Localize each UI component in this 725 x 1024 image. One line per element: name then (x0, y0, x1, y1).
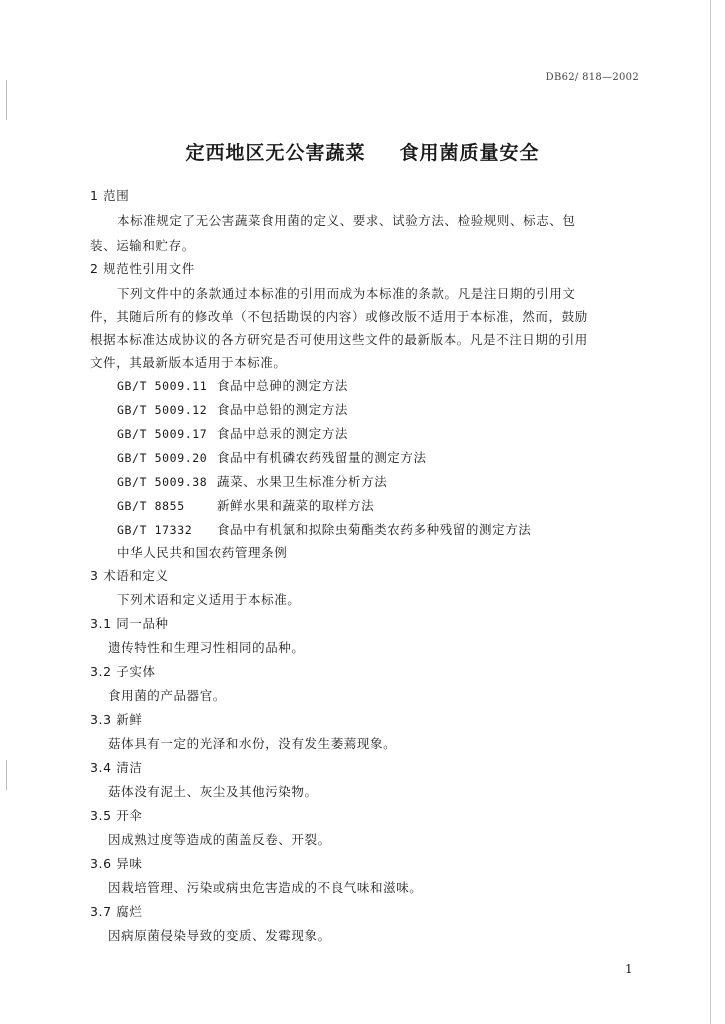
reference-name: 食品中总铅的测定方法 (217, 402, 349, 417)
section-heading: 3 术语和定义 (90, 568, 169, 583)
term-heading: 3.1 同一品种 (90, 616, 169, 631)
reference-name: 食品中有机氯和拟除虫菊酯类农药多种残留的测定方法 (217, 522, 532, 537)
term-definition: 菇体没有泥土、灰尘及其他污染物。 (108, 784, 318, 799)
reference-code: GB/T 17332 (117, 523, 193, 537)
paragraph-line: 文件，其最新版本适用于本标准。 (90, 355, 287, 370)
standard-code: DB62/ 818—2002 (545, 72, 639, 83)
term-heading: 3.6 异味 (90, 856, 143, 871)
reference-row (117, 448, 427, 466)
term-heading: 3.7 腐烂 (90, 904, 143, 919)
term-definition: 食用菌的产品器官。 (108, 688, 226, 703)
reference-row (117, 424, 348, 442)
title-part-1: 定西地区无公害蔬菜 (185, 142, 366, 164)
reference-row (117, 400, 348, 418)
term-heading: 3.2 子实体 (90, 664, 156, 679)
paragraph-line: 件，其随后所有的修改单（不包括勘误的内容）或修改版不适用于本标准，然而，鼓励 (90, 309, 588, 324)
reference-code: GB/T 5009.12 (117, 403, 208, 417)
reference-name: 新鲜水果和蔬菜的取样方法 (217, 498, 375, 513)
title-part-2: 食用菌质量安全 (399, 142, 540, 164)
reference-name: 食品中总砷的测定方法 (217, 378, 349, 393)
term-definition: 因成熟过度等造成的菌盖反卷、开裂。 (108, 832, 331, 847)
scan-margin-mark (6, 760, 7, 790)
term-heading: 3.5 开伞 (90, 808, 143, 823)
paragraph-line: 本标准规定了无公害蔬菜食用菌的定义、要求、试验方法、检验规则、标志、包 (117, 213, 576, 228)
reference-code: GB/T 8855 (117, 499, 185, 513)
reference-code: GB/T 5009.38 (117, 475, 208, 489)
term-definition: 因栽培管理、污染或病虫危害造成的不良气味和滋味。 (108, 880, 423, 895)
paragraph-line: 下列文件中的条款通过本标准的引用而成为本标准的条款。凡是注日期的引用文 (117, 286, 576, 301)
reference-row (117, 472, 387, 490)
reference-code: GB/T 5009.17 (117, 427, 208, 441)
reference-name: 食品中有机磷农药残留量的测定方法 (217, 450, 427, 465)
term-heading: 3.4 清洁 (90, 760, 143, 775)
section-heading: 1 范围 (90, 188, 130, 203)
reference-name: 蔬菜、水果卫生标准分析方法 (217, 474, 388, 489)
paragraph-line: 根据本标准达成协议的各方研究是否可使用这些文件的最新版本。凡是不注日期的引用 (90, 332, 588, 347)
term-heading: 3.3 新鲜 (90, 712, 143, 727)
scan-margin-mark (6, 80, 7, 120)
reference-row (117, 496, 374, 514)
page-number: 1 (625, 962, 633, 976)
document-title (0, 138, 725, 165)
paragraph-line: 装、运输和贮存。 (90, 238, 195, 253)
reference-code: GB/T 5009.11 (117, 379, 208, 393)
term-definition: 菇体具有一定的光泽和水份，没有发生萎蔫现象。 (108, 736, 397, 751)
regulation-reference: 中华人民共和国农药管理条例 (117, 545, 288, 560)
reference-name: 食品中总汞的测定方法 (217, 426, 349, 441)
term-definition: 因病原菌侵染导致的变质、发霉现象。 (108, 928, 331, 943)
section-heading: 2 规范性引用文件 (90, 261, 195, 276)
reference-row (117, 376, 348, 394)
term-definition: 遗传特性和生理习性相同的品种。 (108, 640, 305, 655)
paragraph-line: 下列术语和定义适用于本标准。 (117, 592, 301, 607)
reference-row (117, 520, 531, 538)
reference-code: GB/T 5009.20 (117, 451, 208, 465)
